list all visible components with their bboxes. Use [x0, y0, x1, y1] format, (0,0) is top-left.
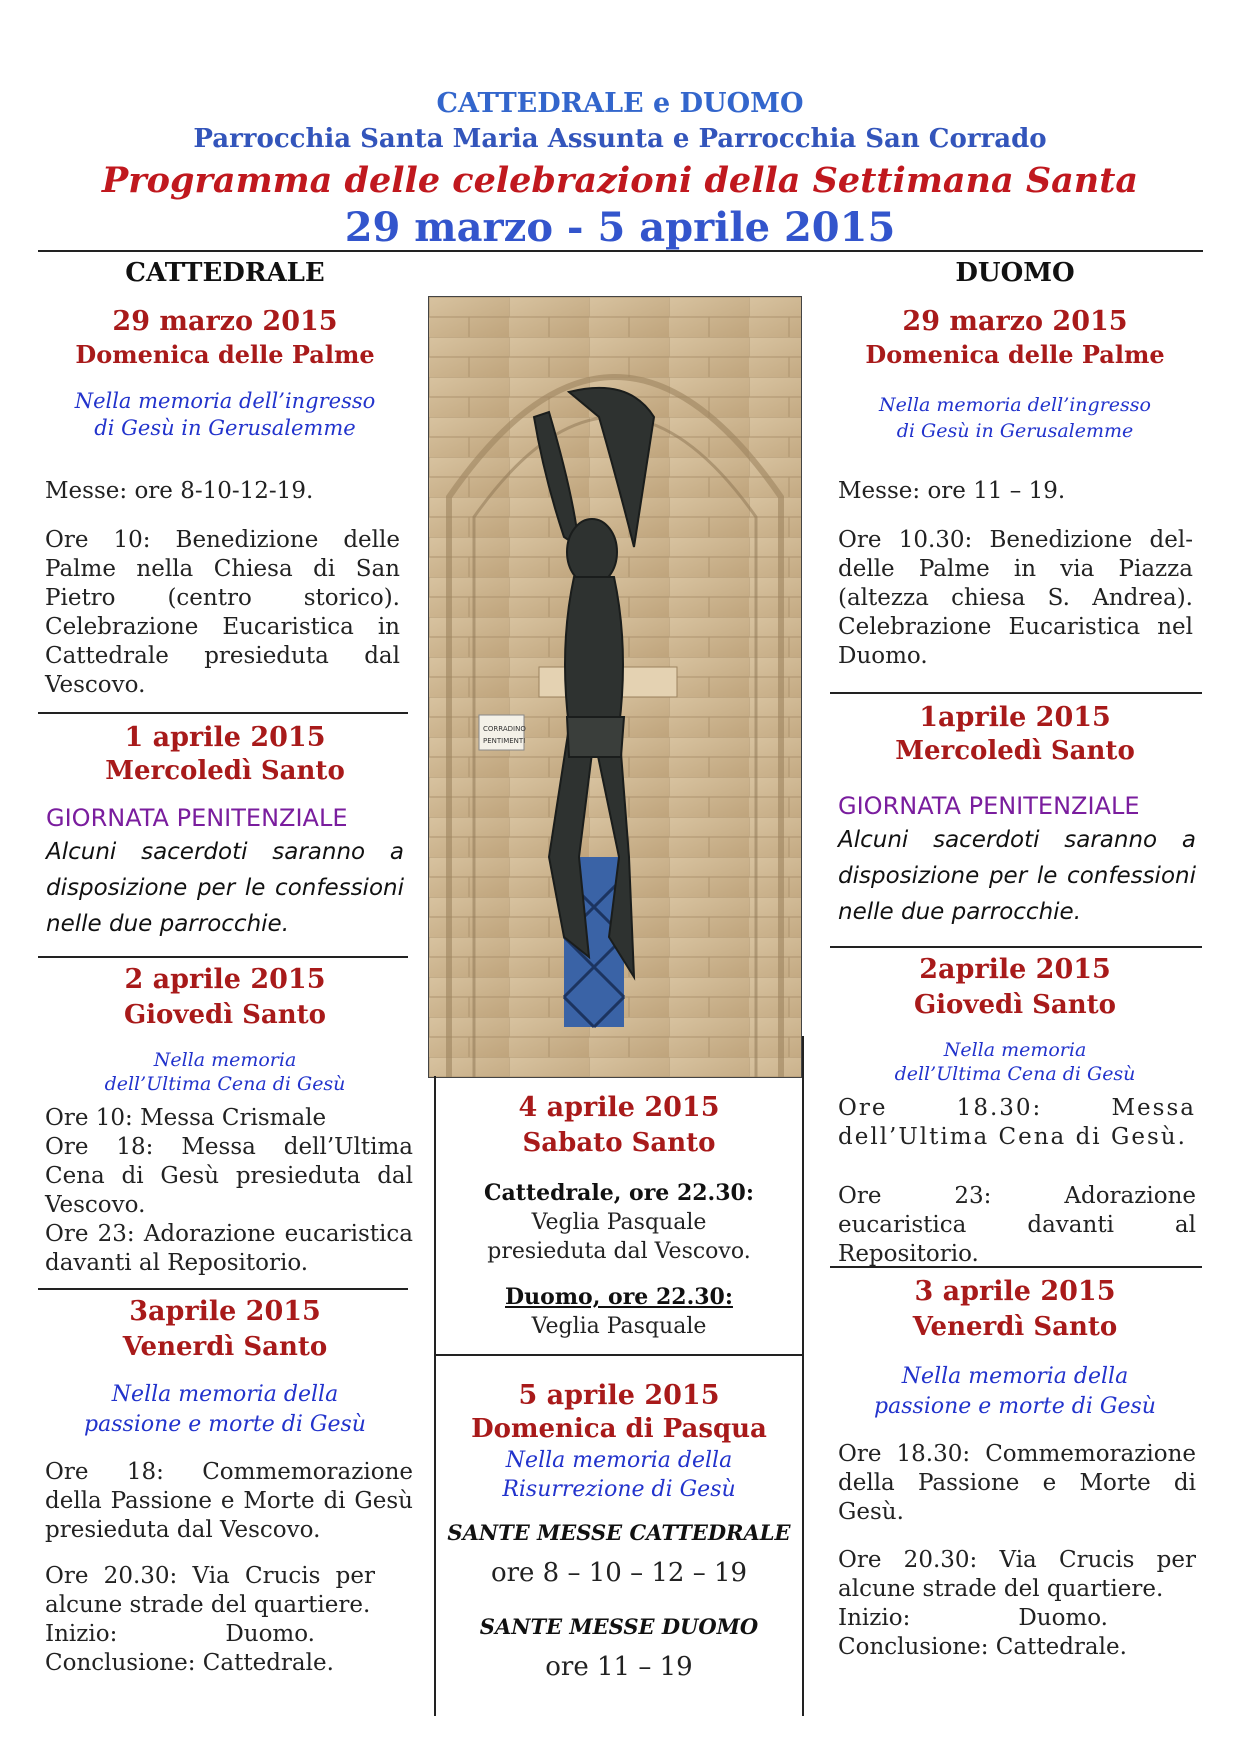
giovedi-line: Ore 18: Messa dell’Ultima Cena di Gesù presieduta dal Vescovo.: [45, 1134, 413, 1218]
sabato-day: Sabato Santo: [522, 1128, 716, 1158]
page-title: Programma delle celebrazioni della Settimana Santa: [101, 160, 1139, 201]
left-divider: [38, 712, 408, 714]
left-palme-memo: [40, 388, 410, 442]
memo-line: Nella memoria: [153, 1049, 297, 1071]
left-venerdi-day: Venerdì Santo: [122, 1332, 328, 1362]
memo-line: di Gesù in Gerusalemme: [896, 420, 1134, 442]
left-venerdi-inizio: [45, 1620, 315, 1649]
right-venerdi-conclusione: Conclusione: Cattedrale.: [838, 1634, 1127, 1660]
pasqua-date: 5 aprile 2015: [518, 1380, 720, 1411]
memo-line: di Gesù in Gerusalemme: [94, 416, 356, 440]
right-venerdi-day: Venerdì Santo: [912, 1312, 1118, 1342]
middle-right-border: [802, 1036, 804, 1716]
left-divider: [38, 956, 408, 958]
right-giovedi-memo: [830, 1038, 1200, 1086]
inizio-value: Duomo.: [225, 1621, 315, 1647]
pasqua-day: Domenica di Pasqua: [471, 1414, 767, 1444]
right-palme-messe: Messe: ore 11 – 19.: [838, 478, 1066, 504]
header-line1: CATTEDRALE e DUOMO: [436, 88, 804, 119]
left-column-heading: CATTEDRALE: [125, 258, 325, 288]
middle-divider: [436, 1354, 802, 1356]
right-giovedi-line2: Ore 23: Adorazione eucaristica davanti al Repositorio.: [838, 1183, 1196, 1267]
right-mercoledi-day: Mercoledì Santo: [895, 736, 1135, 766]
memo-line: Nella memoria dell’ingresso: [74, 389, 376, 413]
memo-line: Nella memoria della: [111, 1382, 339, 1407]
right-venerdi-text2: Ore 20.30: Via Crucis per alcune strade del quartiere.: [838, 1547, 1196, 1602]
sabato-duomo-heading: Duomo, ore 22.30:: [505, 1284, 733, 1310]
right-venerdi-inizio: [838, 1604, 1108, 1633]
left-mercoledi-text: Alcuni sacerdoti saranno a disposizione per le confessioni nelle due parrocchie.: [46, 839, 404, 937]
memo-line: Risurrezione di Gesù: [502, 1477, 736, 1502]
left-palme-date: 29 marzo 2015: [112, 306, 338, 337]
crucifix-image: [429, 297, 801, 1077]
left-divider: [38, 1288, 408, 1290]
left-venerdi-memo: [40, 1380, 410, 1440]
sabato-cattedrale-heading: Cattedrale, ore 22.30:: [484, 1180, 754, 1206]
memo-line: passione e morte di Gesù: [84, 1412, 366, 1437]
giovedi-line: Ore 10: Messa Crismale: [45, 1105, 327, 1131]
crucifix-photo: [428, 296, 802, 1078]
left-giovedi-day: Giovedì Santo: [123, 1000, 327, 1030]
pasqua-messe-cattedrale-heading: SANTE MESSE CATTEDRALE: [447, 1520, 791, 1545]
right-giovedi-date: 2aprile 2015: [919, 954, 1111, 985]
left-venerdi-text2: Ore 20.30: Via Crucis per alcune strade del quartiere.: [45, 1563, 375, 1618]
left-giovedi-text: [45, 1104, 413, 1278]
sabato-duomo-text: Veglia Pasquale: [531, 1314, 707, 1339]
right-divider: [830, 946, 1202, 948]
left-venerdi-text1: Ore 18: Commemorazione della Passione e Morte di Gesù presieduta dal Vescovo.: [45, 1459, 413, 1543]
right-palme-date: 29 marzo 2015: [902, 306, 1128, 337]
right-giovedi-day: Giovedì Santo: [913, 990, 1117, 1020]
header-divider: [38, 250, 1203, 252]
right-divider: [830, 1266, 1202, 1268]
sabato-line: Veglia Pasquale: [531, 1210, 707, 1235]
right-palme-memo: [830, 392, 1200, 444]
left-mercoledi-day: Mercoledì Santo: [105, 756, 345, 786]
left-palme-day: Domenica delle Palme: [75, 340, 375, 369]
photo-label: PENTIMENTI: [483, 737, 526, 745]
left-giornata-label: GIORNATA PENITENZIALE: [46, 804, 348, 832]
left-palme-messe: Messe: ore 8-10-12-19.: [45, 478, 314, 504]
right-venerdi-date: 3 aprile 2015: [914, 1276, 1116, 1307]
pasqua-memo: [436, 1446, 802, 1504]
right-venerdi-memo: [830, 1362, 1200, 1422]
inizio-label: Inizio:: [838, 1605, 911, 1631]
memo-line: dell’Ultima Cena di Gesù: [104, 1073, 346, 1095]
right-mercoledi-date: 1aprile 2015: [919, 702, 1111, 733]
pasqua-messe-duomo: ore 11 – 19: [545, 1652, 693, 1682]
left-venerdi-conclusione: Conclusione: Cattedrale.: [45, 1650, 334, 1676]
right-divider: [830, 692, 1202, 694]
left-palme-text: Ore 10: Benedizione delle Palme nella Chiesa di San Pietro (centro storico). Celebrazione Eucaristica in Cattedrale presieduta dal Vescovo.: [45, 527, 400, 698]
pasqua-messe-duomo-heading: SANTE MESSE DUOMO: [479, 1614, 759, 1639]
right-giovedi-line1: Ore 18.30: Messa dell’Ultima Cena di Gesù.: [838, 1095, 1196, 1150]
left-venerdi-date: 3aprile 2015: [129, 1296, 321, 1327]
memo-line: passione e morte di Gesù: [874, 1394, 1156, 1419]
sabato-cattedrale-text: [436, 1208, 802, 1266]
memo-line: Nella memoria: [943, 1039, 1087, 1061]
date-range: 29 marzo - 5 aprile 2015: [344, 204, 896, 251]
right-palme-day: Domenica delle Palme: [865, 340, 1165, 369]
right-mercoledi-text: Alcuni sacerdoti saranno a disposizione per le confessioni nelle due parrocchie.: [838, 827, 1196, 925]
right-column-heading: DUOMO: [955, 258, 1075, 288]
left-giovedi-memo: [40, 1048, 410, 1096]
memo-line: Nella memoria della: [505, 1448, 733, 1473]
photo-label: CORRADINO: [483, 725, 526, 733]
memo-line: Nella memoria dell’ingresso: [879, 394, 1151, 416]
inizio-label: Inizio:: [45, 1621, 118, 1647]
sabato-line: presieduta dal Vescovo.: [487, 1239, 751, 1264]
right-venerdi-text1: Ore 18.30: Commemorazione della Passione e Morte di Gesù.: [838, 1441, 1196, 1525]
right-giornata-label: GIORNATA PENITENZIALE: [838, 792, 1140, 820]
giovedi-line: Ore 23: Adorazione eucaristica davanti al Repositorio.: [45, 1221, 413, 1276]
header-line2: Parrocchia Santa Maria Assunta e Parrocchia San Corrado: [193, 124, 1047, 154]
inizio-value: Duomo.: [1018, 1605, 1108, 1631]
left-giovedi-date: 2 aprile 2015: [124, 964, 326, 995]
sabato-date: 4 aprile 2015: [518, 1092, 720, 1123]
right-palme-text: Ore 10.30: Benedizione del-delle Palme in via Piazza (altezza chiesa S. Andrea). Celebrazione Eucaristica nel Duomo.: [838, 527, 1193, 669]
memo-line: Nella memoria della: [901, 1364, 1129, 1389]
pasqua-messe-cattedrale: ore 8 – 10 – 12 – 19: [490, 1558, 748, 1588]
left-mercoledi-date: 1 aprile 2015: [124, 722, 326, 753]
memo-line: dell’Ultima Cena di Gesù: [894, 1063, 1136, 1085]
